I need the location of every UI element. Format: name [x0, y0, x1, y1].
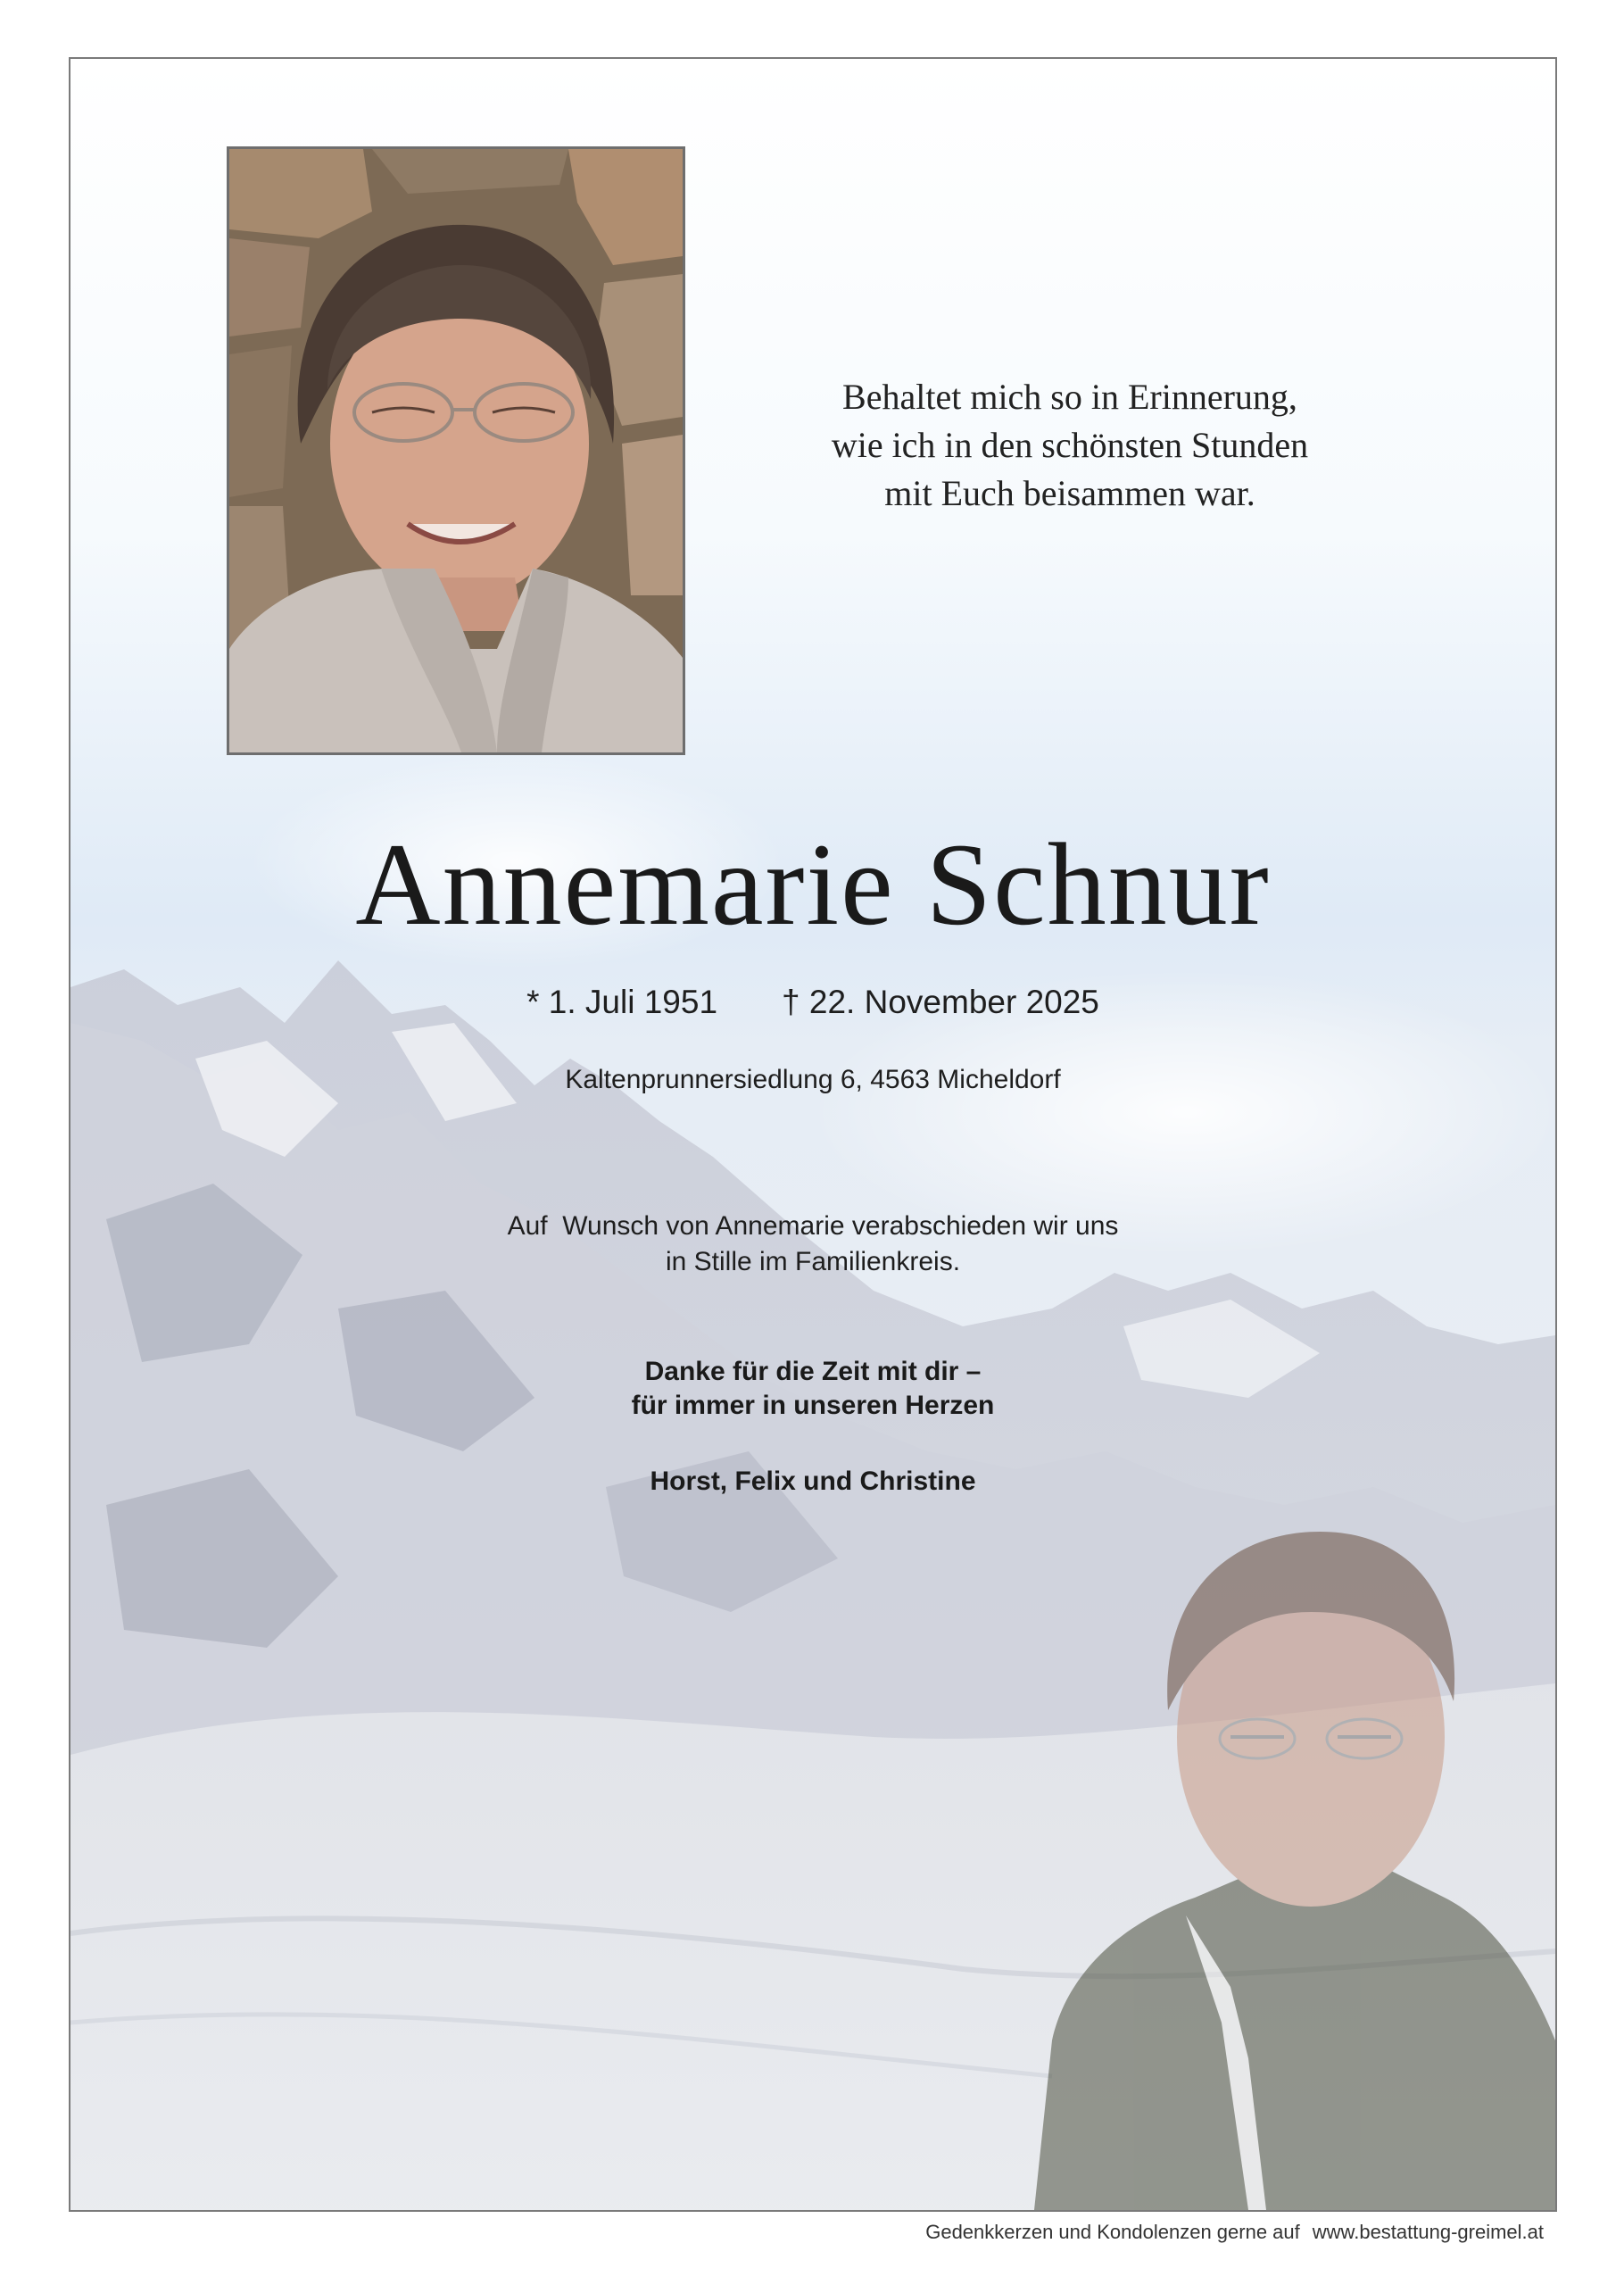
obituary-card [69, 57, 1557, 2212]
life-dates [70, 980, 1555, 1025]
footer-note [925, 2219, 1544, 2246]
family-names: Horst, Felix und Christine [650, 1467, 976, 1496]
quote-line: wie ich in den schönsten Stunden [831, 425, 1309, 465]
address: Kaltenprunnersiedlung 6, 4563 Micheldorf [565, 1065, 1061, 1094]
death-date: † 22. November 2025 [782, 984, 1099, 1020]
quote-line: mit Euch beisammen war. [884, 473, 1255, 513]
footer-text: Gedenkkerzen und Kondolenzen gerne auf [925, 2221, 1300, 2243]
deceased-name: Annemarie Schnur [355, 818, 1271, 950]
memorial-quote [713, 373, 1427, 518]
birth-date: * 1. Juli 1951 [526, 984, 718, 1020]
closing-words [70, 1355, 1555, 1423]
farewell-message [70, 1209, 1555, 1280]
message-line: Auf Wunsch von Annemarie verabschieden wir uns [507, 1211, 1119, 1241]
quote-line: Behaltet mich so in Erinnerung, [842, 377, 1297, 417]
message-line: in Stille im Familienkreis. [665, 1247, 961, 1276]
closing-line: Danke für die Zeit mit dir – [644, 1357, 982, 1386]
closing-line: für immer in unseren Herzen [631, 1391, 995, 1420]
website-link[interactable]: www.bestattung-greimel.at [1312, 2221, 1544, 2243]
portrait-photo [227, 146, 685, 755]
